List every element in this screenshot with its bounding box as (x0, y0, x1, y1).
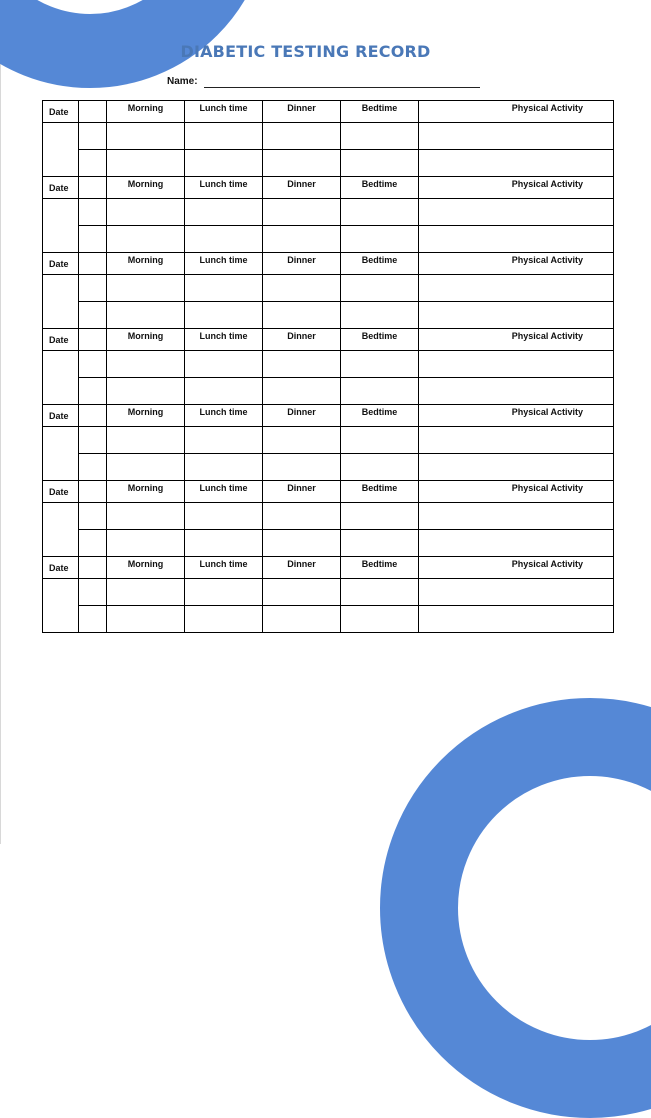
physical-activity-entry-cell[interactable] (419, 275, 614, 302)
testing-record-table (42, 100, 614, 633)
lunch-time-entry-cell[interactable] (185, 579, 263, 606)
bedtime-header: Bedtime (341, 253, 419, 275)
table-row (43, 378, 614, 405)
reading-type-cell[interactable] (79, 123, 107, 150)
morning-entry-cell[interactable] (107, 378, 185, 405)
table-row (43, 123, 614, 150)
morning-header: Morning (107, 253, 185, 275)
date-entry-cell[interactable] (43, 123, 79, 177)
reading-type-cell[interactable] (79, 503, 107, 530)
date-header: Date (43, 405, 79, 427)
physical-activity-entry-cell[interactable] (419, 454, 614, 481)
table-row (43, 275, 614, 302)
reading-type-cell[interactable] (79, 579, 107, 606)
bedtime-entry-cell[interactable] (341, 199, 419, 226)
morning-entry-cell[interactable] (107, 503, 185, 530)
date-header: Date (43, 557, 79, 579)
physical-activity-entry-cell[interactable] (419, 503, 614, 530)
morning-entry-cell[interactable] (107, 275, 185, 302)
table-row (43, 199, 614, 226)
morning-entry-cell[interactable] (107, 530, 185, 557)
lunch-time-entry-cell[interactable] (185, 150, 263, 177)
dinner-entry-cell[interactable] (263, 427, 341, 454)
date-entry-cell[interactable] (43, 503, 79, 557)
page-edge (0, 0, 1, 844)
bedtime-header: Bedtime (341, 329, 419, 351)
record-block-header (43, 481, 614, 503)
date-entry-cell[interactable] (43, 199, 79, 253)
lunch-time-header: Lunch time (185, 557, 263, 579)
dinner-entry-cell[interactable] (263, 351, 341, 378)
morning-header: Morning (107, 177, 185, 199)
date-entry-cell[interactable] (43, 351, 79, 405)
reading-type-cell[interactable] (79, 454, 107, 481)
morning-header: Morning (107, 557, 185, 579)
bedtime-header: Bedtime (341, 177, 419, 199)
dinner-entry-cell[interactable] (263, 123, 341, 150)
reading-type-cell[interactable] (79, 199, 107, 226)
physical-activity-entry-cell[interactable] (419, 150, 614, 177)
lunch-time-header: Lunch time (185, 481, 263, 503)
dinner-entry-cell[interactable] (263, 606, 341, 633)
table-row (43, 150, 614, 177)
table-row (43, 606, 614, 633)
reading-type-cell[interactable] (79, 530, 107, 557)
lunch-time-entry-cell[interactable] (185, 351, 263, 378)
dinner-entry-cell[interactable] (263, 579, 341, 606)
lunch-time-entry-cell[interactable] (185, 302, 263, 329)
record-block-header (43, 329, 614, 351)
table-row (43, 503, 614, 530)
lunch-time-entry-cell[interactable] (185, 503, 263, 530)
blank-header (79, 481, 107, 503)
physical-activity-header: Physical Activity (419, 177, 614, 199)
name-field[interactable] (204, 87, 480, 88)
date-header: Date (43, 329, 79, 351)
table-row (43, 351, 614, 378)
blank-header (79, 253, 107, 275)
date-header: Date (43, 101, 79, 123)
bedtime-header: Bedtime (341, 481, 419, 503)
lunch-time-entry-cell[interactable] (185, 606, 263, 633)
date-header: Date (43, 481, 79, 503)
dinner-entry-cell[interactable] (263, 275, 341, 302)
dinner-entry-cell[interactable] (263, 503, 341, 530)
dinner-header: Dinner (263, 253, 341, 275)
lunch-time-entry-cell[interactable] (185, 275, 263, 302)
record-block-header (43, 405, 614, 427)
physical-activity-entry-cell[interactable] (419, 530, 614, 557)
dinner-entry-cell[interactable] (263, 454, 341, 481)
date-entry-cell[interactable] (43, 427, 79, 481)
morning-header: Morning (107, 329, 185, 351)
decorative-arc-bottom-icon (380, 698, 651, 1118)
physical-activity-entry-cell[interactable] (419, 199, 614, 226)
date-entry-cell[interactable] (43, 275, 79, 329)
record-block-header (43, 557, 614, 579)
dinner-header: Dinner (263, 481, 341, 503)
reading-type-cell[interactable] (79, 606, 107, 633)
physical-activity-entry-cell[interactable] (419, 302, 614, 329)
bedtime-header: Bedtime (341, 101, 419, 123)
record-block-header (43, 253, 614, 275)
blank-header (79, 101, 107, 123)
reading-type-cell[interactable] (79, 378, 107, 405)
record-block-header (43, 101, 614, 123)
morning-entry-cell[interactable] (107, 150, 185, 177)
dinner-entry-cell[interactable] (263, 378, 341, 405)
morning-entry-cell[interactable] (107, 226, 185, 253)
lunch-time-entry-cell[interactable] (185, 454, 263, 481)
dinner-entry-cell[interactable] (263, 302, 341, 329)
bedtime-entry-cell[interactable] (341, 226, 419, 253)
bedtime-entry-cell[interactable] (341, 123, 419, 150)
morning-entry-cell[interactable] (107, 123, 185, 150)
physical-activity-entry-cell[interactable] (419, 226, 614, 253)
bedtime-entry-cell[interactable] (341, 606, 419, 633)
physical-activity-header: Physical Activity (419, 557, 614, 579)
bedtime-entry-cell[interactable] (341, 503, 419, 530)
reading-type-cell[interactable] (79, 351, 107, 378)
bedtime-entry-cell[interactable] (341, 275, 419, 302)
table-row (43, 530, 614, 557)
dinner-header: Dinner (263, 177, 341, 199)
date-header: Date (43, 177, 79, 199)
morning-header: Morning (107, 481, 185, 503)
reading-type-cell[interactable] (79, 275, 107, 302)
physical-activity-entry-cell[interactable] (419, 351, 614, 378)
morning-header: Morning (107, 405, 185, 427)
bedtime-entry-cell[interactable] (341, 378, 419, 405)
morning-entry-cell[interactable] (107, 302, 185, 329)
record-block-header (43, 177, 614, 199)
dinner-entry-cell[interactable] (263, 150, 341, 177)
blank-header (79, 557, 107, 579)
lunch-time-entry-cell[interactable] (185, 123, 263, 150)
reading-type-cell[interactable] (79, 427, 107, 454)
lunch-time-entry-cell[interactable] (185, 427, 263, 454)
morning-entry-cell[interactable] (107, 199, 185, 226)
reading-type-cell[interactable] (79, 226, 107, 253)
physical-activity-entry-cell[interactable] (419, 427, 614, 454)
dinner-entry-cell[interactable] (263, 226, 341, 253)
lunch-time-header: Lunch time (185, 177, 263, 199)
table-row (43, 579, 614, 606)
lunch-time-header: Lunch time (185, 253, 263, 275)
lunch-time-entry-cell[interactable] (185, 530, 263, 557)
morning-entry-cell[interactable] (107, 579, 185, 606)
bedtime-header: Bedtime (341, 405, 419, 427)
name-label: Name: (167, 76, 198, 87)
bedtime-header: Bedtime (341, 557, 419, 579)
physical-activity-entry-cell[interactable] (419, 606, 614, 633)
physical-activity-header: Physical Activity (419, 405, 614, 427)
page-title: DIABETIC TESTING RECORD (180, 42, 431, 61)
blank-header (79, 329, 107, 351)
blank-header (79, 177, 107, 199)
date-header: Date (43, 253, 79, 275)
bedtime-entry-cell[interactable] (341, 454, 419, 481)
bedtime-entry-cell[interactable] (341, 302, 419, 329)
morning-entry-cell[interactable] (107, 606, 185, 633)
dinner-header: Dinner (263, 101, 341, 123)
physical-activity-header: Physical Activity (419, 253, 614, 275)
lunch-time-header: Lunch time (185, 329, 263, 351)
bedtime-entry-cell[interactable] (341, 427, 419, 454)
bedtime-entry-cell[interactable] (341, 351, 419, 378)
lunch-time-entry-cell[interactable] (185, 199, 263, 226)
dinner-header: Dinner (263, 557, 341, 579)
physical-activity-entry-cell[interactable] (419, 579, 614, 606)
bedtime-entry-cell[interactable] (341, 530, 419, 557)
table-row (43, 226, 614, 253)
morning-entry-cell[interactable] (107, 454, 185, 481)
dinner-entry-cell[interactable] (263, 530, 341, 557)
physical-activity-entry-cell[interactable] (419, 123, 614, 150)
lunch-time-entry-cell[interactable] (185, 378, 263, 405)
reading-type-cell[interactable] (79, 302, 107, 329)
date-entry-cell[interactable] (43, 579, 79, 633)
table-row (43, 427, 614, 454)
morning-entry-cell[interactable] (107, 351, 185, 378)
physical-activity-entry-cell[interactable] (419, 378, 614, 405)
bedtime-entry-cell[interactable] (341, 579, 419, 606)
bedtime-entry-cell[interactable] (341, 150, 419, 177)
blank-header (79, 405, 107, 427)
physical-activity-header: Physical Activity (419, 101, 614, 123)
table-row (43, 454, 614, 481)
lunch-time-entry-cell[interactable] (185, 226, 263, 253)
reading-type-cell[interactable] (79, 150, 107, 177)
physical-activity-header: Physical Activity (419, 481, 614, 503)
morning-header: Morning (107, 101, 185, 123)
dinner-header: Dinner (263, 405, 341, 427)
lunch-time-header: Lunch time (185, 405, 263, 427)
table-row (43, 302, 614, 329)
dinner-entry-cell[interactable] (263, 199, 341, 226)
lunch-time-header: Lunch time (185, 101, 263, 123)
dinner-header: Dinner (263, 329, 341, 351)
morning-entry-cell[interactable] (107, 427, 185, 454)
physical-activity-header: Physical Activity (419, 329, 614, 351)
